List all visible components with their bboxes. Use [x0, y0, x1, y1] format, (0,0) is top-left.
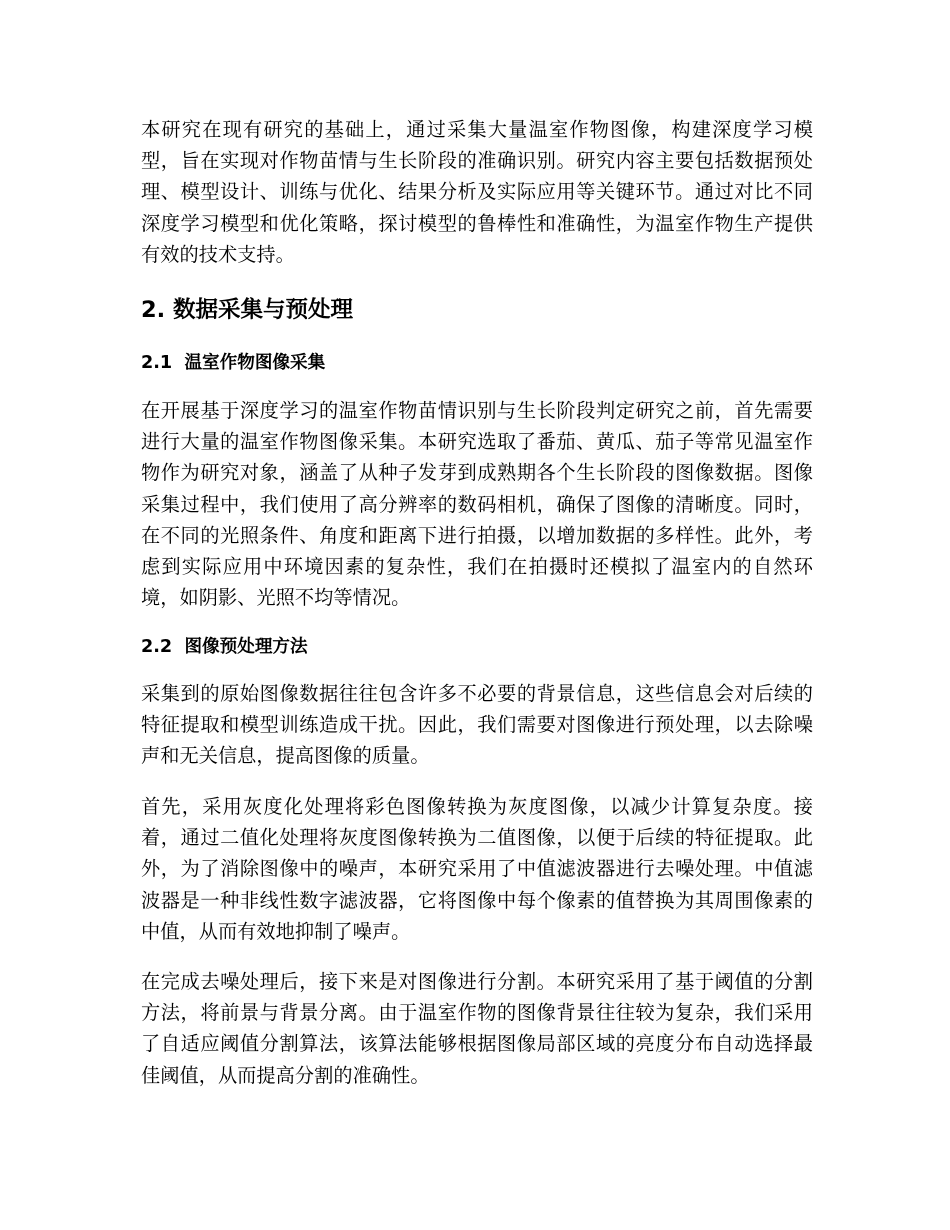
section-2-2-paragraph-2: 首先，采用灰度化处理将彩色图像转换为灰度图像，以减少计算复杂度。接着，通过二值化处理将灰度图像转换为二值图像，以便于后续的特征提取。此外，为了消除图像中的噪声，本研究采用了中值滤波器进行去噪处理。中值滤波器是一种非线性数字滤波器，它将图像中每个像素的值替换为其周围像素的中值，从而有效地抑制了噪声。	[141, 795, 813, 943]
section-2-1-heading	[141, 350, 325, 376]
section-2-2-paragraph-3: 在完成去噪处理后，接下来是对图像进行分割。本研究采用了基于阈值的分割方法，将前景与背景分离。由于温室作物的图像背景往往较为复杂，我们采用了自适应阈值分割算法，该算法能够根据图像局部区域的亮度分布自动选择最佳阈值，从而提高分割的准确性。	[141, 970, 813, 1087]
section-2-heading	[141, 295, 353, 325]
section-2-1-number: 2.1	[141, 353, 173, 373]
section-2-2-paragraph-1: 采集到的原始图像数据往往包含许多不必要的背景信息，这些信息会对后续的特征提取和模型训练造成干扰。因此，我们需要对图像进行预处理，以去除噪声和无关信息，提高图像的质量。	[141, 682, 813, 768]
section-2-2-number: 2.2	[141, 637, 173, 657]
section-2-2-title: 图像预处理方法	[184, 637, 308, 657]
section-2-2-heading	[141, 634, 308, 660]
section-2-title: 数据采集与预处理	[173, 297, 354, 323]
section-2-1-title: 温室作物图像采集	[184, 353, 326, 373]
section-2-1-paragraph: 在开展基于深度学习的温室作物苗情识别与生长阶段判定研究之前，首先需要进行大量的温室作物图像采集。本研究选取了番茄、黄瓜、茄子等常见温室作物作为研究对象，涵盖了从种子发芽到成熟期各个生长阶段的图像数据。图像采集过程中，我们使用了高分辨率的数码相机，确保了图像的清晰度。同时，在不同的光照条件、角度和距离下进行拍摄，以增加数据的多样性。此外，考虑到实际应用中环境因素的复杂性，我们在拍摄时还模拟了温室内的自然环境，如阴影、光照不均等情况。	[141, 399, 813, 610]
section-2-number: 2.	[141, 297, 174, 323]
intro-paragraph: 本研究在现有研究的基础上，通过采集大量温室作物图像，构建深度学习模型，旨在实现对作物苗情与生长阶段的准确识别。研究内容主要包括数据预处理、模型设计、训练与优化、结果分析及实际应用等关键环节。通过对比不同深度学习模型和优化策略，探讨模型的鲁棒性和准确性，为温室作物生产提供有效的技术支持。	[141, 118, 813, 266]
